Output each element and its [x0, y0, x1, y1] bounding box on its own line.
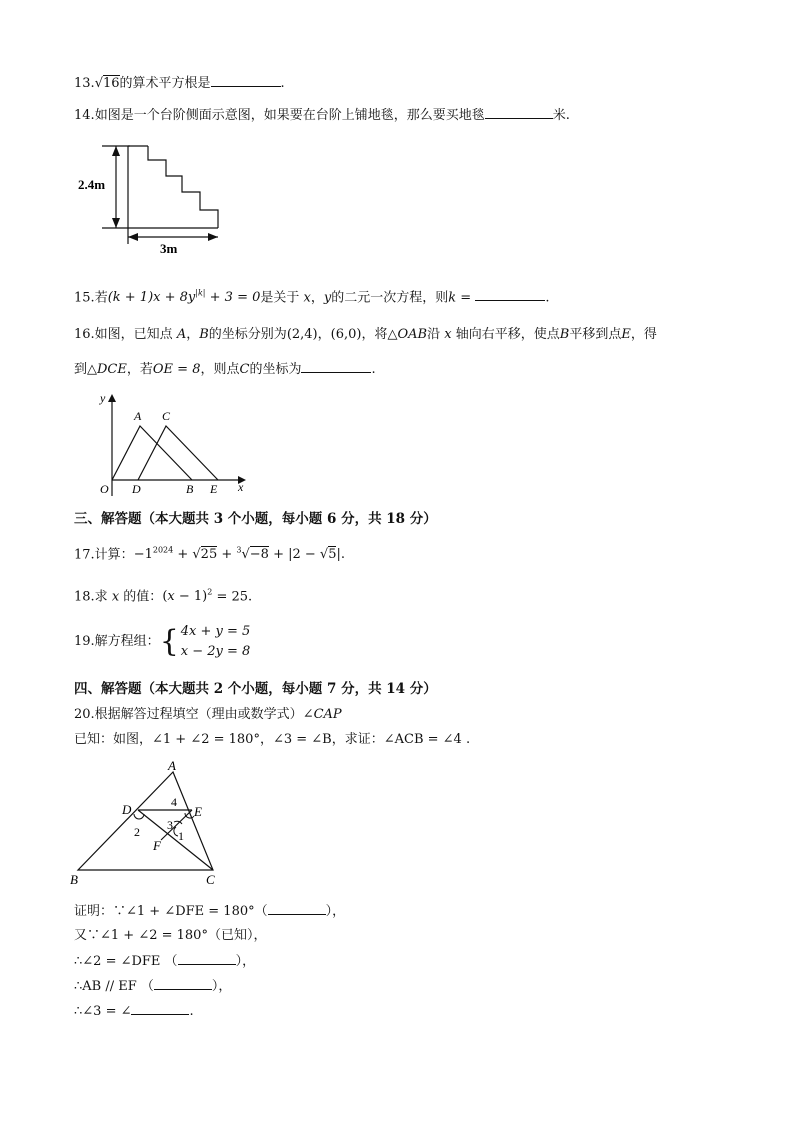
q13-number: 13. — [74, 76, 95, 91]
triangle-dce: △DCE — [87, 362, 127, 377]
label-a-20: A — [168, 758, 176, 773]
proof-4-blank[interactable] — [154, 977, 212, 990]
q16-blank[interactable] — [301, 360, 371, 373]
q17-exponent: 2024 — [152, 546, 174, 555]
proof-1-pre: 证明：∵∠1 + ∠DFE = 180°（ — [74, 904, 268, 919]
var-y: y — [323, 290, 332, 306]
q15-equation: $(k + 1)x + 8y^{|k|} + 3 = 0$ — [107, 289, 261, 306]
question-14 — [74, 106, 570, 125]
proof-1-post: ）， — [325, 904, 346, 919]
label-d: D — [132, 482, 141, 496]
translation-figure — [88, 388, 258, 500]
proof-5-blank[interactable] — [131, 1002, 189, 1015]
q18-end: = 25. — [216, 589, 253, 605]
label-c: C — [162, 409, 171, 423]
q20-title: 20.根据解答过程填空（理由或数学式） — [74, 707, 303, 722]
proof-line-5 — [74, 1002, 194, 1021]
q16-text-2d: 的坐标为 — [249, 362, 302, 377]
question-18 — [74, 584, 252, 606]
section-4-heading: 四、解答题（本大题共 2 个小题，每小题 7 分，共 14 分） — [74, 681, 437, 697]
label-angle-2: 2 — [134, 825, 140, 839]
q15-number: 15. — [74, 290, 95, 306]
label-d-20: D — [122, 802, 132, 817]
proof-1-blank[interactable] — [268, 902, 326, 915]
q17-label: 17.计算： — [74, 547, 134, 563]
proof-3-post: ）， — [235, 954, 256, 969]
q13-text: 的算术平方根是 — [119, 76, 211, 91]
question-19 — [74, 622, 250, 662]
q13-blank[interactable] — [211, 74, 281, 87]
q14-text: 如图是一个台阶侧面示意图，如果要在台阶上铺地毯，那么要买地毯 — [94, 108, 485, 123]
q16-end: . — [371, 362, 376, 377]
q16-text-1g: ，得 — [630, 327, 657, 342]
q20-given: 已知：如图，∠1 + ∠2 = 180°，∠3 = ∠B，求证：∠ACB = ∠4 . — [74, 732, 471, 747]
q13-end: . — [280, 76, 285, 91]
question-15: 15.若$(k + 1)x + 8y^{|k|} + 3 = 0$是关于 x，y的二元一次方程，则k = . — [74, 289, 550, 306]
coord-b: (6,0) — [330, 327, 362, 342]
label-e-20: E — [194, 804, 202, 819]
staircase-figure — [74, 140, 234, 258]
q13-radicand: 16 — [102, 76, 120, 91]
point-e: E — [621, 327, 631, 342]
proof-line-3 — [74, 952, 255, 971]
label-y: y — [100, 391, 106, 405]
q16-text-2b: ，若 — [126, 362, 153, 377]
q18-expr: $(x - 1)^2$ — [162, 588, 213, 605]
var-x: x — [299, 290, 311, 306]
proof-5-pre: ∴∠3 = ∠ — [74, 1004, 132, 1019]
q16-text-2a: 到 — [74, 362, 88, 377]
label-f-20: F — [153, 838, 161, 853]
q16-text-1f: 平移到点 — [569, 327, 622, 342]
q18-label: 18.求 — [74, 589, 108, 605]
q15-blank[interactable] — [475, 288, 545, 301]
proof-3-blank[interactable] — [178, 952, 236, 965]
q14-number: 14. — [74, 108, 95, 123]
point-b: B — [199, 327, 209, 342]
point-a: A — [172, 327, 187, 342]
q16-text-1a: 16.如图，已知点 — [74, 327, 173, 342]
q16-text-1d: 沿 — [427, 327, 441, 342]
q16-text-1c: ，将 — [361, 327, 388, 342]
question-20-title — [74, 706, 342, 724]
q15-text-b: 是关于 — [260, 290, 300, 306]
eq-1: 4x + y = 5 — [180, 624, 251, 639]
oe-eq: OE = 8 — [152, 362, 201, 377]
label-angle-1: 1 — [178, 829, 184, 843]
sqrt-symbol: √ — [94, 76, 103, 91]
q16-text-2c: ，则点 — [200, 362, 240, 377]
triangle-figure — [66, 758, 226, 892]
axis-x: x — [440, 327, 456, 342]
q15-text-a: 若 — [94, 290, 108, 306]
point-b-2: B — [559, 327, 570, 342]
q19-label: 19.解方程组： — [74, 634, 160, 649]
label-angle-4: 4 — [171, 795, 177, 809]
question-16-line-2 — [74, 360, 376, 379]
proof-line-2 — [74, 927, 266, 945]
label-angle-3: 3 — [167, 818, 173, 832]
proof-4-pre: ∴AB // EF （ — [74, 979, 154, 994]
q20-title-math: ∠CAP — [302, 707, 342, 722]
proof-2-pre: 又∵∠1 + ∠2 = 180°（已知）， — [74, 928, 267, 943]
var-x-18: x — [107, 589, 124, 605]
q14-unit: 米. — [552, 108, 570, 123]
label-x: x — [238, 480, 244, 494]
q15-end: . — [545, 290, 550, 306]
width-label: 3m — [160, 241, 178, 256]
point-c: C — [239, 362, 250, 377]
q16-text-1b: 的坐标分别为 — [208, 327, 287, 342]
proof-5-post: . — [189, 1004, 194, 1019]
brace-symbol: { — [159, 624, 179, 659]
q16-text-1e: 轴向右平移，使点 — [455, 327, 560, 342]
var-k: k — [448, 290, 457, 306]
label-o: O — [100, 482, 109, 496]
q18-mid: 的值： — [123, 589, 163, 605]
coord-a: (2,4) — [286, 327, 318, 342]
label-b-20: B — [70, 872, 78, 887]
question-17 — [74, 542, 345, 564]
proof-line-1 — [74, 902, 345, 921]
label-e: E — [210, 482, 218, 496]
triangle-oab: △OAB — [387, 327, 428, 342]
q14-blank[interactable] — [485, 106, 553, 119]
label-a: A — [134, 409, 142, 423]
question-13 — [74, 74, 285, 93]
q15-text-c: 的二元一次方程，则 — [331, 290, 449, 306]
proof-3-pre: ∴∠2 = ∠DFE （ — [74, 954, 178, 969]
equation-system — [181, 622, 251, 662]
eq-2: x − 2y = 8 — [180, 644, 251, 659]
question-16-line-1: 16.如图，已知点 A，B的坐标分别为(2,4)，(6,0)，将△OAB沿 x 轴向右平移，使点B平移到点E，得 — [74, 327, 657, 342]
label-c-20: C — [206, 872, 215, 887]
height-label: 2.4m — [78, 177, 106, 192]
section-3-heading: 三、解答题（本大题共 3 个小题，每小题 6 分，共 18 分） — [74, 511, 437, 527]
proof-4-post: ）， — [211, 979, 232, 994]
q17-expression: $-1^{2024} + √25 + ^3√-8 + |2 - √5|$. — [133, 546, 345, 563]
proof-line-4 — [74, 977, 231, 996]
label-b: B — [186, 482, 194, 496]
